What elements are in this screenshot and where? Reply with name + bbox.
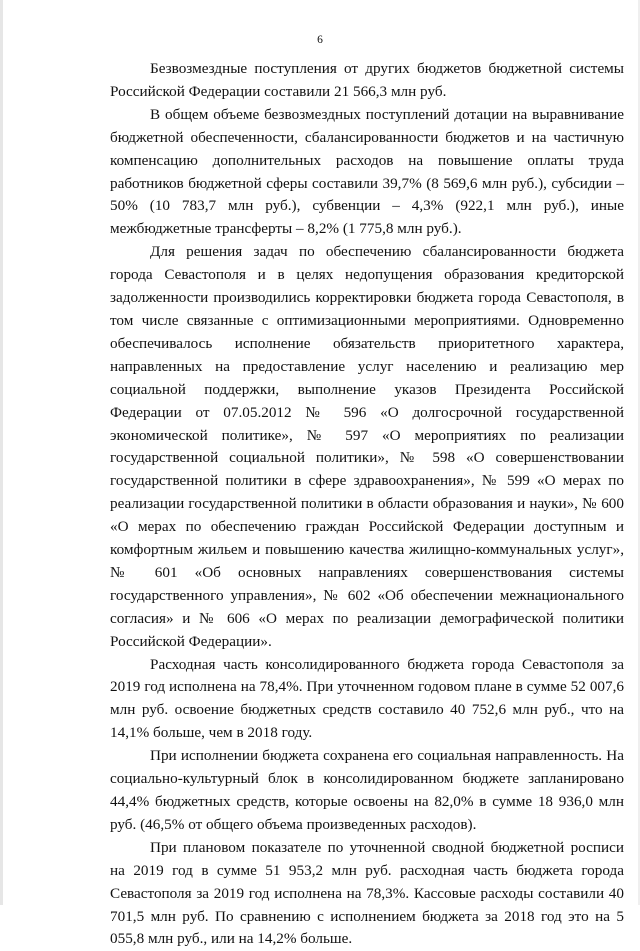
document-body bbox=[110, 58, 624, 951]
paragraph-social-spending: При исполнении бюджета сохранена его социальная направленность. На социально-культурный блок в консолидированном бюджете запланировано 44,4% бюджетных средств, которые освоены на 82,0% в сумме 18 936,0 млн руб. (46,5% от общего объема произведенных расходов). bbox=[110, 747, 624, 833]
page-number: 6 bbox=[317, 34, 323, 46]
scan-edge-left bbox=[0, 0, 3, 905]
paragraph-budget-balance: Для решения задач по обеспечению сбалансированности бюджета города Севастополя и в целях недопущения образования кредиторской задолженности производились корректировки бюджета города Севастополя, в том числе связанные с оптимизационными мероприятиями. Одновременно обеспечивалось исполнение обязательств приоритетного характера, направленных на предоставление услуг населению и реализацию мер социальной поддержки, выполнение указов Президента Российской Федерации от 07.05.2012 № 596 «О долгосрочной государственной экономической политике», № 597 «О мероприятиях по реализации государственной социальной политики», № 598 «О совершенствовании государственной политики в сфере здравоохранения», № 599 «О мерах по реализации государственной политики в области образования и науки», № 600 «О мерах по обеспечению граждан Российской Федерации доступным и комфортным жильем и повышению качества жилищно-коммунальных услуг», № 601 «Об основных направлениях совершенствования системы государственного управления», № 602 «Об обеспечении межнационального согласия» и № 606 «О мерах по реализации демографической политики Российской Федерации». bbox=[110, 243, 624, 650]
paragraph-transfer-structure: В общем объеме безвозмездных поступлений дотации на выравнивание бюджетной обеспеченности, сбалансированности бюджетов и на частичную компенсацию дополнительных расходов на повышение оплаты труда работников бюджетной сферы составили 39,7% (8 569,6 млн руб.), субсидии – 50% (10 783,7 млн руб.), субвенции – 4,3% (922,1 млн руб.), иные межбюджетные трансферты – 8,2% (1 775,8 млн руб.). bbox=[110, 105, 624, 238]
paragraph-expenditure-execution: Расходная часть консолидированного бюджета города Севастополя за 2019 год исполнена на 78,4%. При уточненном годовом плане в сумме 52 007,6 млн руб. освоение бюджетных средств составило 40 752,6 млн руб., что на 14,1% больше, чем в 2018 году. bbox=[110, 655, 624, 742]
paragraph-city-budget-execution: При плановом показателе по уточненной сводной бюджетной росписи на 2019 год в сумме 51 953,2 млн руб. расходная часть бюджета города Севастополя за 2019 год исполнена на 78,3%. Кассовые расходы составили 40 701,5 млн руб. По сравнению с исполнением бюджета за 2018 год это на 5 055,8 млн руб., или на 14,2% больше. bbox=[110, 838, 624, 948]
paragraph-transfers: Безвозмездные поступления от других бюджетов бюджетной системы Российской Федерации составили 21 566,3 млн руб. bbox=[110, 60, 624, 100]
